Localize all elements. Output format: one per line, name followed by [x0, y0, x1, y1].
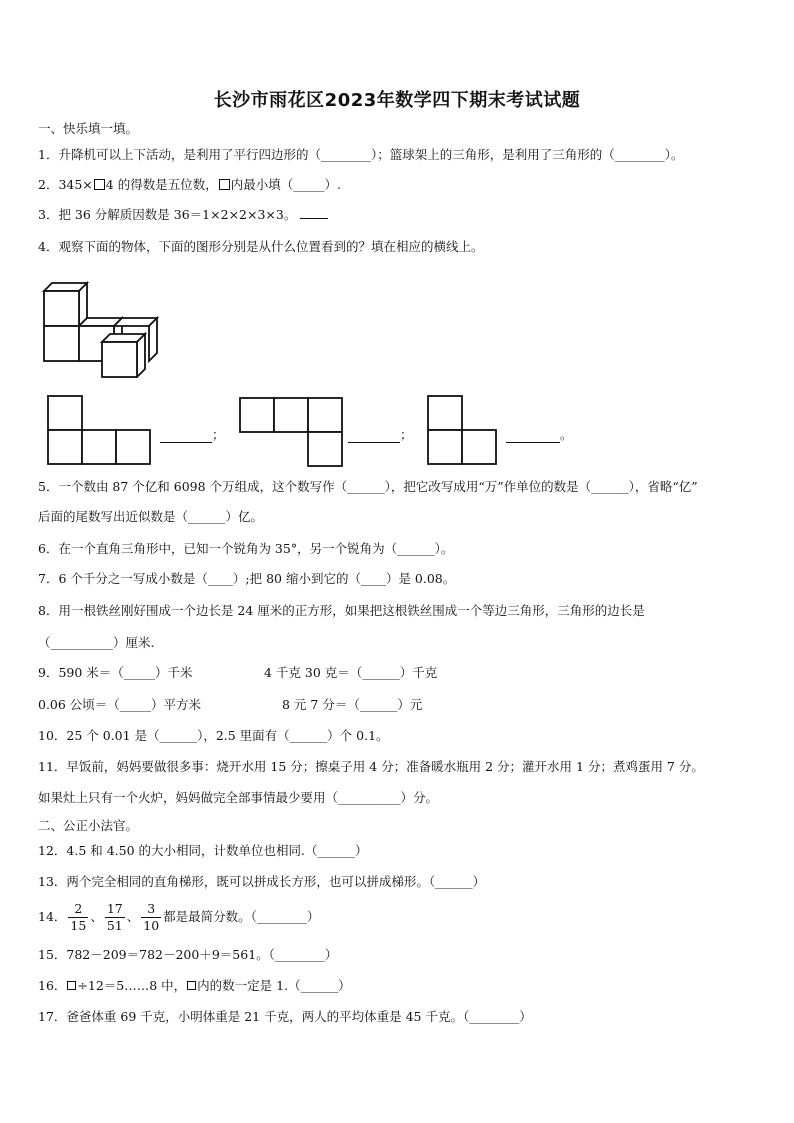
- question-2: [38, 176, 341, 194]
- numerator: 17: [106, 901, 123, 916]
- question-17: 17．爸爸体重 69 千克，小明体重是 21 千克，两人的平均体重是 45 千克。（________）: [38, 1009, 532, 1024]
- answer-blank[interactable]: [160, 432, 212, 443]
- question-6: 6．在一个直角三角形中，已知一个锐角为 35°，另一个锐角为（______）。: [38, 541, 454, 556]
- question-8-line-1: 8．用一根铁丝刚好围成一个边长是 24 厘米的正方形，如果把这根铁丝围成一个等边三角形，三角形的边长是: [38, 603, 645, 618]
- question-16-part-c: 内的数一定是 1.（______）: [197, 978, 351, 993]
- view-figure-3: [426, 394, 498, 466]
- view-figure-2: [238, 396, 344, 468]
- question-2-part-c: 内最小填（_____）.: [230, 177, 341, 192]
- denominator: 10: [143, 918, 160, 933]
- fraction: [105, 901, 125, 934]
- question-9-c: 0.06 公顷＝（_____）平方米: [38, 697, 202, 712]
- numerator: 2: [68, 901, 88, 918]
- question-5-line-1: 5．一个数由 87 个亿和 6098 个万组成，这个数写作（______），把它改写成用“万”作单位的数是（______），省略“亿”: [38, 479, 698, 494]
- box-icon: [94, 179, 105, 190]
- question-9-a: 9．590 米＝（_____）千米: [38, 665, 193, 680]
- view-figure-1: [46, 394, 152, 466]
- answer-blank[interactable]: [300, 218, 328, 219]
- denominator: 51: [106, 918, 123, 933]
- denominator: 15: [70, 918, 87, 933]
- cube-stack-figure: [38, 278, 164, 378]
- page-title: 长沙市雨花区2023年数学四下期末考试试题: [213, 90, 581, 111]
- answer-blank[interactable]: [348, 432, 400, 443]
- question-3: [38, 206, 328, 224]
- box-icon: [187, 981, 196, 990]
- question-10: 10．25 个 0.01 是（______），2.5 里面有（______）个 0.1。: [38, 728, 389, 743]
- answer-blank[interactable]: [506, 432, 560, 443]
- view-answer-3: [506, 424, 573, 443]
- separator: ；: [212, 427, 225, 442]
- separator: 、: [90, 909, 103, 924]
- question-1: 1．升降机可以上下活动，是利用了平行四边形的（________）；篮球架上的三角形，是利用了三角形的（________）。: [38, 147, 684, 162]
- section-heading-1: 一、快乐填一填。: [38, 121, 139, 136]
- question-5-line-2: 后面的尾数写出近似数是（______）亿。: [38, 509, 264, 524]
- separator: 。: [560, 427, 573, 442]
- question-2-part-a: 2．345×: [38, 177, 93, 192]
- question-15: 15．782－209＝782－200＋9＝561。（________）: [38, 947, 338, 962]
- question-13: 13．两个完全相同的直角梯形，既可以拼成长方形，也可以拼成梯形。（______）: [38, 874, 486, 889]
- question-9-d: 8 元 7 分＝（______）元: [282, 697, 423, 712]
- question-7: 7．6 个千分之一写成小数是（____）;把 80 缩小到它的（____）是 0.08。: [38, 571, 456, 586]
- question-14: [38, 899, 319, 935]
- question-9-b: 4 千克 30 克＝（______）千克: [264, 665, 438, 680]
- question-2-part-b: 4 的得数是五位数，: [105, 177, 218, 192]
- fraction: [68, 901, 88, 934]
- numerator: 3: [141, 901, 161, 918]
- question-14-number: 14．: [38, 909, 67, 924]
- question-3-text: 3．把 36 分解质因数是 36＝1×2×2×3×3。: [38, 207, 297, 222]
- question-8-line-2: （__________）厘米.: [38, 635, 155, 650]
- question-16: [38, 977, 351, 995]
- view-answer-1: [160, 424, 225, 443]
- question-4: 4．观察下面的物体，下面的图形分别是从什么位置看到的？填在相应的横线上。: [38, 239, 484, 254]
- question-16-part-b: ÷12＝5……8 中，: [77, 978, 187, 993]
- box-icon: [67, 981, 76, 990]
- separator: 、: [126, 909, 140, 924]
- question-12: 12．4.5 和 4.50 的大小相同，计数单位也相同.（______）: [38, 843, 368, 858]
- question-16-number: 16．: [38, 978, 67, 993]
- box-icon: [219, 179, 230, 190]
- question-11-line-1: 11．早饭前，妈妈要做很多事：烧开水用 15 分；擦桌子用 4 分；准备暖水瓶用 2 分；灌开水用 1 分；煮鸡蛋用 7 分。: [38, 759, 704, 774]
- question-14-text: 都是最简分数。（________）: [163, 909, 320, 924]
- view-answer-2: [348, 424, 413, 443]
- separator: ；: [400, 427, 413, 442]
- fraction: [141, 901, 161, 934]
- question-11-line-2: 如果灶上只有一个火炉，妈妈做完全部事情最少要用（__________）分。: [38, 790, 439, 805]
- section-heading-2: 二、公正小法官。: [38, 818, 139, 833]
